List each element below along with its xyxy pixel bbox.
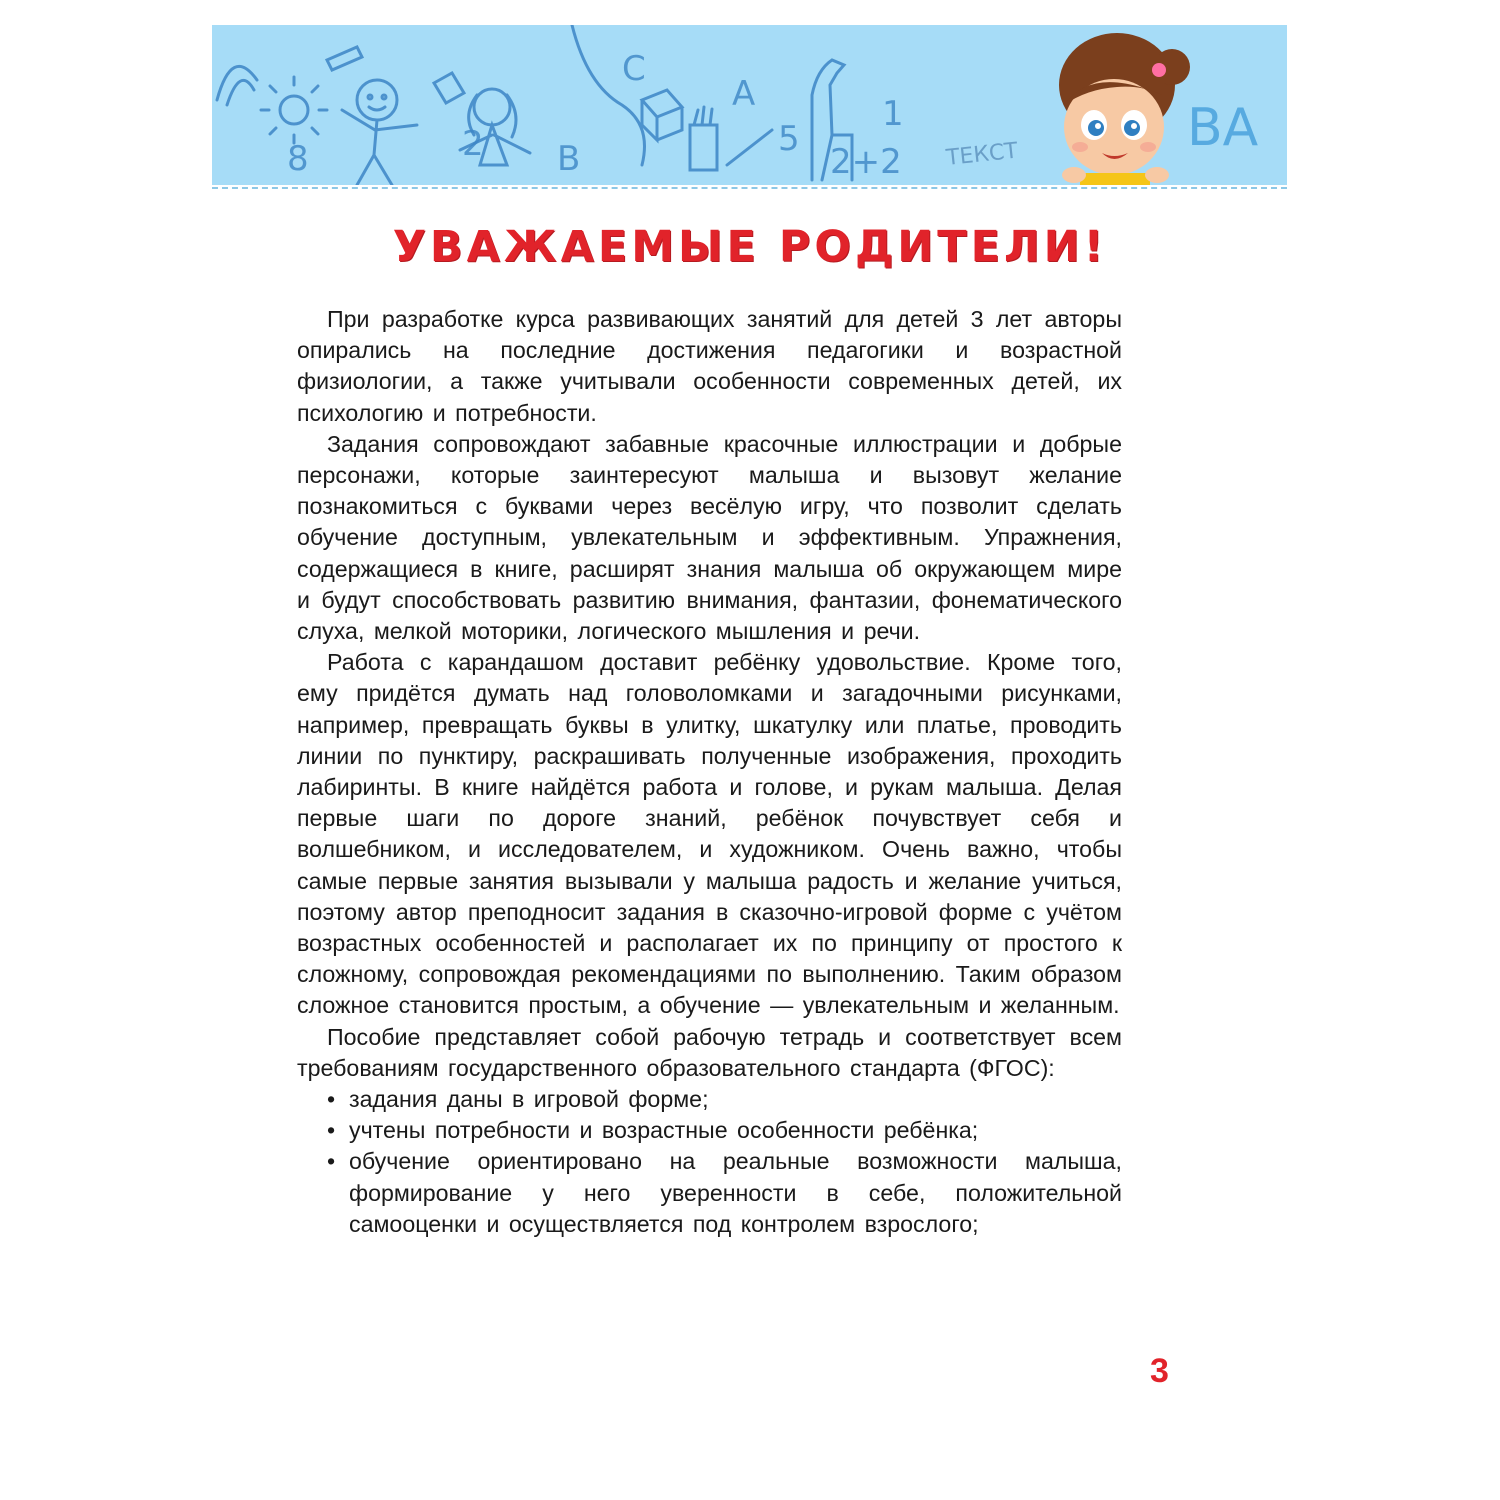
page-number: 3 [1150, 1352, 1169, 1390]
pencil-doodle [327, 47, 362, 70]
doodle-digit-5: 5 [778, 119, 800, 159]
doodle-math: 2+2 [830, 142, 902, 182]
doodle-letter-a: A [732, 74, 756, 114]
doodle-digit-8: 8 [287, 139, 309, 179]
bullet-icon: • [327, 1148, 336, 1175]
paragraph: При разработке курса развивающих занятий для детей 3 лет авторы опирались на последние достижения педагогики и возрастной физиологии, а также учитывали особенности современных детей, их психологию и потребности. [297, 306, 1122, 426]
list-item-text: обучение ориентировано на реальные возможности малыша, формирование у него уверенности в себе, положительной самооценки и осуществляется под контролем взрослого; [349, 1148, 1122, 1237]
doodle-digit-1: 1 [882, 94, 904, 134]
girl-mascot [1059, 33, 1190, 185]
eraser-doodle [434, 73, 464, 103]
doodle-word-text: ТЕКСТ [945, 138, 1019, 171]
bullet-icon: • [327, 1117, 336, 1144]
paragraph: Задания сопровождают забавные красочные иллюстрации и добрые персонажи, которые заинтересуют малыша и вызовут желание познакомиться с буквами через весёлую игру, что позволит сделать обучение доступным, увлекательным и эффективным. Упражнения, содержащиеся в книге, расширят знания малыша об окружающем мире и будут способствовать развитию внимания, фантазии, фонематического слуха, мелкой моторики, логического мышления и речи. [297, 430, 1122, 645]
girl-doodle [474, 89, 510, 125]
ruler-doodle [727, 130, 772, 165]
banner-dashed-divider [212, 187, 1287, 189]
logo-word: ВА [1187, 98, 1259, 158]
pencil-cup-doodle [690, 107, 717, 170]
doodle-illustration [212, 25, 1287, 185]
list-item [297, 1115, 1122, 1146]
doodle-letter-b: B [557, 139, 581, 179]
paragraph: Пособие представляет собой рабочую тетрадь и соответствует всем требованиям государственного образовательного стандарта (ФГОС): [297, 1023, 1122, 1081]
paragraph: Работа с карандашом доставит ребёнку удовольствие. Кроме того, ему придётся думать над головоломками и загадочными рисунками, например, превращать буквы в улитку, шкатулку или платье, проводить линии по пунктиру, раскрашивать полученные изображения, проходить лабиринты. В книге найдётся работа и голове, и рукам малыша. Делая первые шаги по дороге знаний, ребёнок почувствует себя и волшебником, и исследователем, и художником. Очень важно, чтобы самые первые занятия вызывали у малыша радость и желание учиться, поэтому автор преподносит задания в сказочно-игровой форме с учётом возрастных особенностей и располагает их по принципу от простого к сложному, сопровождая рекомендациями по выполнению. Таким образом сложное становится простым, а обучение — увлекательным и желанным. [297, 649, 1122, 1019]
body-text [297, 304, 1122, 1240]
list-item-text: задания даны в игровой форме; [349, 1086, 709, 1113]
list-item [297, 1146, 1122, 1240]
boy-doodle [357, 80, 397, 120]
doodle-digit-2: 2 [462, 124, 484, 164]
cube-doodle [642, 90, 682, 140]
requirements-list [297, 1084, 1122, 1240]
doodle-letter-c: C [622, 49, 646, 89]
list-item [297, 1084, 1122, 1115]
list-item-text: учтены потребности и возрастные особенности ребёнка; [349, 1117, 979, 1144]
sun-doodle [280, 96, 308, 124]
header-banner [212, 25, 1287, 185]
bullet-icon: • [327, 1086, 336, 1113]
page-title: УВАЖАЕМЫЕ РОДИТЕЛИ! [392, 222, 1108, 272]
